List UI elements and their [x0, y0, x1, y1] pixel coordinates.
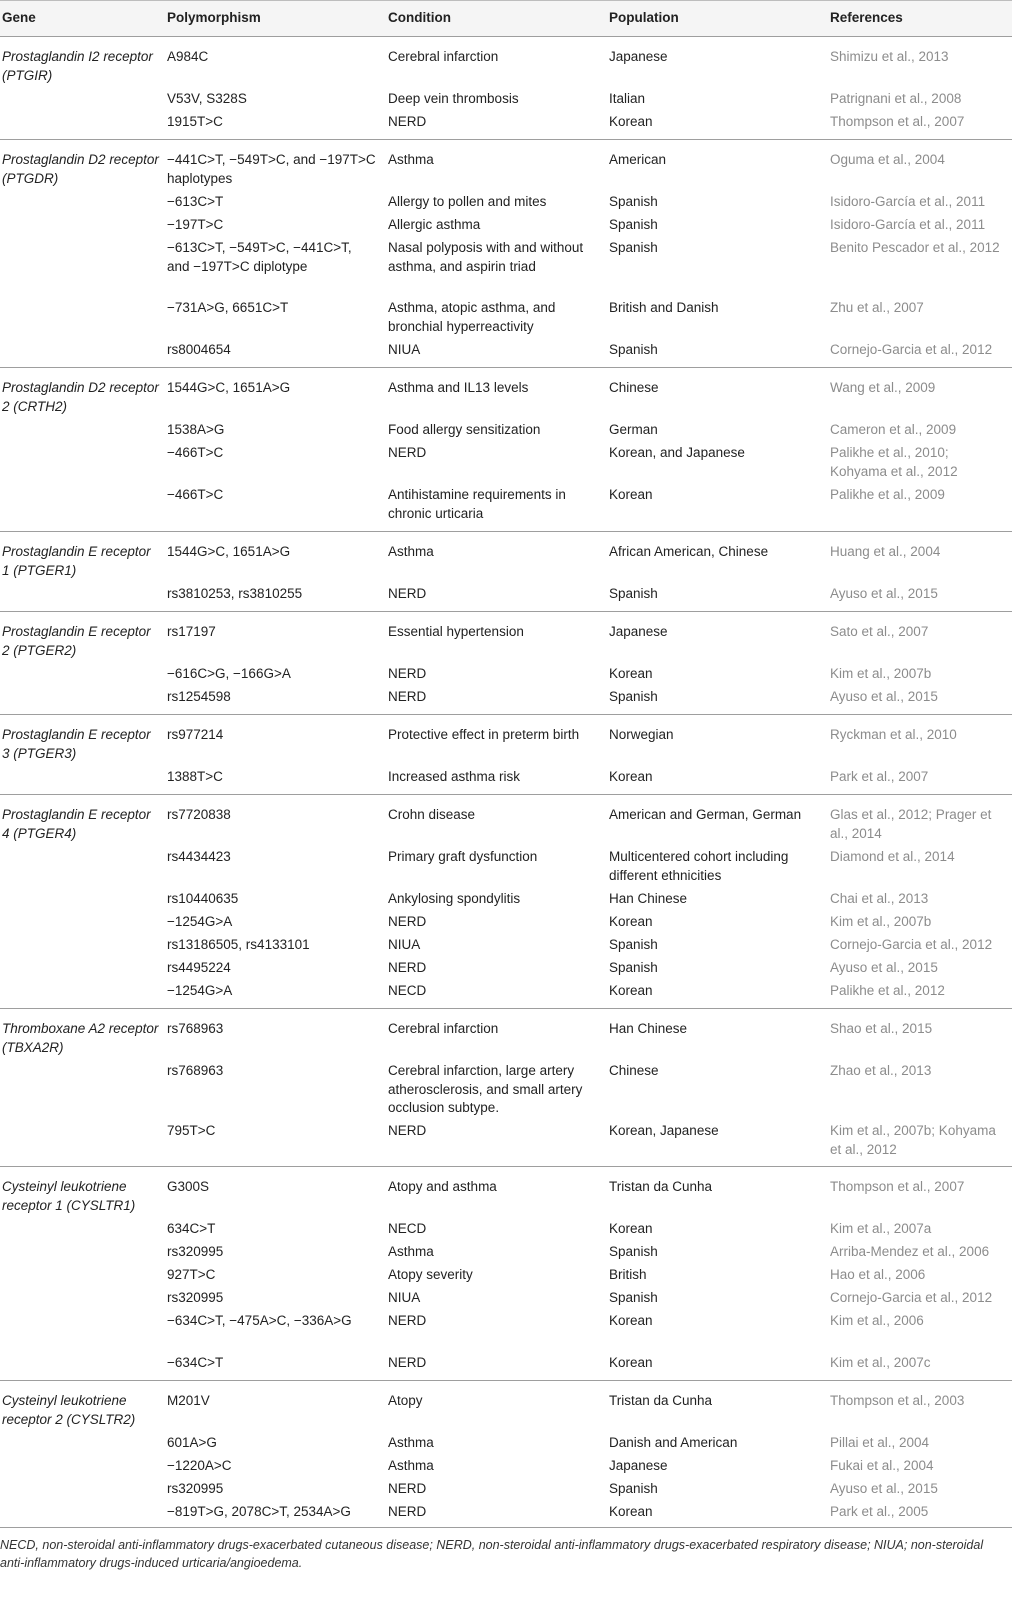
table-footnote: NECD, non-steroidal anti-inflammatory drugs-exacerbated cutaneous disease; NERD, non-steroidal anti-inflammatory drugs-exacerbated respiratory disease; NIUA; non-steroidal anti-inflammatory drugs-induced urticaria/angioedema. [0, 1538, 984, 1570]
polymorphism-cell: rs4495224 [167, 960, 231, 975]
population-cell: Korean [609, 769, 653, 784]
polymorphism-cell: −466T>C [167, 487, 224, 502]
table-bottom-rule [0, 1527, 1012, 1528]
group-divider [0, 531, 1012, 532]
population-cell: German [609, 422, 658, 437]
references-cell: Kim et al., 2007b; Kohyama et al., 2012 [830, 1123, 996, 1157]
population-cell: Chinese [609, 1063, 659, 1078]
condition-cell: Cerebral infarction [388, 49, 499, 64]
header-references: References [830, 10, 903, 25]
group-divider [0, 367, 1012, 368]
polymorphism-cell: rs8004654 [167, 342, 231, 357]
polymorphism-cell: −1254G>A [167, 914, 233, 929]
references-cell: Palikhe et al., 2012 [830, 983, 945, 998]
references-cell: Cornejo-Garcia et al., 2012 [830, 937, 993, 952]
polymorphism-cell: −819T>G, 2078C>T, 2534A>G [167, 1504, 351, 1519]
gene-name: Prostaglandin D2 receptor (PTGDR) [2, 152, 159, 186]
polymorphism-cell: −634C>T [167, 1355, 224, 1370]
condition-cell: Allergy to pollen and mites [388, 194, 547, 209]
polymorphism-cell: 1544G>C, 1651A>G [167, 380, 291, 395]
polymorphism-cell: −197T>C [167, 217, 224, 232]
population-cell: Chinese [609, 380, 659, 395]
references-cell: Kim et al., 2007b [830, 914, 932, 929]
polymorphism-cell: rs10440635 [167, 891, 239, 906]
header-population: Population [609, 10, 679, 25]
references-cell: Fukai et al., 2004 [830, 1458, 934, 1473]
condition-cell: NERD [388, 114, 427, 129]
polymorphism-cell: −466T>C [167, 445, 224, 460]
condition-cell: Primary graft dysfunction [388, 849, 538, 864]
polymorphism-cell: rs768963 [167, 1063, 224, 1078]
population-cell: Japanese [609, 1458, 668, 1473]
condition-cell: NECD [388, 1221, 427, 1236]
polymorphism-cell: 1538A>G [167, 422, 225, 437]
group-divider [0, 1166, 1012, 1167]
polymorphism-cell: V53V, S328S [167, 91, 247, 106]
condition-cell: Protective effect in preterm birth [388, 727, 580, 742]
header-condition: Condition [388, 10, 451, 25]
references-cell: Huang et al., 2004 [830, 544, 941, 559]
population-cell: Korean [609, 487, 653, 502]
references-cell: Zhu et al., 2007 [830, 300, 924, 315]
population-cell: Multicentered cohort including different ethnicities [609, 849, 789, 883]
condition-cell: NERD [388, 1123, 427, 1138]
references-cell: Zhao et al., 2013 [830, 1063, 932, 1078]
polymorphism-cell: 795T>C [167, 1123, 216, 1138]
references-cell: Wang et al., 2009 [830, 380, 936, 395]
condition-cell: Antihistamine requirements in chronic urticaria [388, 487, 566, 521]
polymorphism-cell: −634C>T, −475A>C, −336A>G [167, 1313, 352, 1328]
condition-cell: NIUA [388, 937, 421, 952]
condition-cell: Asthma [388, 544, 434, 559]
population-cell: Korean [609, 1504, 653, 1519]
condition-cell: Crohn disease [388, 807, 476, 822]
references-cell: Glas et al., 2012; Prager et al., 2014 [830, 807, 992, 841]
references-cell: Ryckman et al., 2010 [830, 727, 957, 742]
population-cell: Norwegian [609, 727, 674, 742]
polymorphism-cell: A984C [167, 49, 209, 64]
population-cell: Spanish [609, 194, 658, 209]
population-cell: Korean [609, 1221, 653, 1236]
references-cell: Isidoro-García et al., 2011 [830, 217, 986, 232]
condition-cell: Asthma [388, 1458, 434, 1473]
polymorphism-cell: rs17197 [167, 624, 216, 639]
condition-cell: Asthma [388, 1244, 434, 1259]
population-cell: Japanese [609, 624, 668, 639]
condition-cell: Asthma [388, 1435, 434, 1450]
gene-name: Prostaglandin E receptor 1 (PTGER1) [2, 544, 151, 578]
condition-cell: Ankylosing spondylitis [388, 891, 521, 906]
gene-name: Cysteinyl leukotriene receptor 1 (CYSLTR1) [2, 1179, 136, 1213]
condition-cell: NERD [388, 666, 427, 681]
group-divider [0, 139, 1012, 140]
condition-cell: Deep vein thrombosis [388, 91, 519, 106]
population-cell: Spanish [609, 960, 658, 975]
condition-cell: NIUA [388, 342, 421, 357]
population-cell: Korean [609, 983, 653, 998]
condition-cell: NIUA [388, 1290, 421, 1305]
gene-name: Prostaglandin E receptor 3 (PTGER3) [2, 727, 151, 761]
references-cell: Benito Pescador et al., 2012 [830, 240, 1000, 255]
references-cell: Chai et al., 2013 [830, 891, 929, 906]
population-cell: Han Chinese [609, 891, 688, 906]
polymorphism-cell: 634C>T [167, 1221, 216, 1236]
condition-cell: Nasal polyposis with and without asthma, and aspirin triad [388, 240, 584, 274]
population-cell: Tristan da Cunha [609, 1393, 713, 1408]
polymorphism-cell: rs1254598 [167, 689, 231, 704]
population-cell: Spanish [609, 1244, 658, 1259]
population-cell: Spanish [609, 217, 658, 232]
population-cell: Korean [609, 1355, 653, 1370]
polymorphism-cell: rs7720838 [167, 807, 231, 822]
polymorphism-cell: −613C>T, −549T>C, −441C>T, and −197T>C diplotype [167, 240, 352, 274]
condition-cell: Cerebral infarction [388, 1021, 499, 1036]
references-cell: Kim et al., 2007c [830, 1355, 931, 1370]
header-gene: Gene [2, 10, 36, 25]
references-cell: Thompson et al., 2007 [830, 114, 965, 129]
references-cell: Arriba-Mendez et al., 2006 [830, 1244, 990, 1259]
references-cell: Kim et al., 2006 [830, 1313, 924, 1328]
population-cell: British and Danish [609, 300, 719, 315]
condition-cell: Atopy [388, 1393, 423, 1408]
references-cell: Sato et al., 2007 [830, 624, 929, 639]
population-cell: Korean [609, 666, 653, 681]
condition-cell: NERD [388, 445, 427, 460]
group-divider [0, 611, 1012, 612]
condition-cell: NERD [388, 1481, 427, 1496]
population-cell: Spanish [609, 689, 658, 704]
references-cell: Ayuso et al., 2015 [830, 960, 938, 975]
references-cell: Patrignani et al., 2008 [830, 91, 962, 106]
gene-name: Prostaglandin D2 receptor 2 (CRTH2) [2, 380, 159, 414]
population-cell: Spanish [609, 1481, 658, 1496]
gene-name: Cysteinyl leukotriene receptor 2 (CYSLTR2) [2, 1393, 136, 1427]
polymorphism-cell: rs768963 [167, 1021, 224, 1036]
references-cell: Pillai et al., 2004 [830, 1435, 930, 1450]
population-cell: Korean, Japanese [609, 1123, 719, 1138]
condition-cell: Asthma [388, 152, 434, 167]
polymorphism-cell: rs13186505, rs4133101 [167, 937, 310, 952]
condition-cell: Increased asthma risk [388, 769, 521, 784]
polymorphism-cell: 1388T>C [167, 769, 223, 784]
population-cell: Spanish [609, 1290, 658, 1305]
population-cell: Spanish [609, 240, 658, 255]
population-cell: Spanish [609, 586, 658, 601]
references-cell: Palikhe et al., 2009 [830, 487, 945, 502]
references-cell: Cornejo-Garcia et al., 2012 [830, 342, 993, 357]
population-cell: Han Chinese [609, 1021, 688, 1036]
condition-cell: NERD [388, 1504, 427, 1519]
condition-cell: Cerebral infarction, large artery atherosclerosis, and small artery occlusion subtype. [388, 1063, 583, 1115]
condition-cell: NERD [388, 689, 427, 704]
population-cell: Korean [609, 114, 653, 129]
table-header [0, 0, 1012, 37]
references-cell: Isidoro-García et al., 2011 [830, 194, 986, 209]
polymorphism-cell: −613C>T [167, 194, 224, 209]
references-cell: Cameron et al., 2009 [830, 422, 957, 437]
group-divider [0, 1008, 1012, 1009]
polymorphism-cell: −1220A>C [167, 1458, 232, 1473]
group-divider [0, 1380, 1012, 1381]
polymorphism-cell: −1254G>A [167, 983, 233, 998]
references-cell: Thompson et al., 2003 [830, 1393, 965, 1408]
references-cell: Shao et al., 2015 [830, 1021, 933, 1036]
condition-cell: Allergic asthma [388, 217, 481, 232]
header-polymorphism: Polymorphism [167, 10, 261, 25]
condition-cell: NECD [388, 983, 427, 998]
polymorphism-cell: rs320995 [167, 1244, 224, 1259]
references-cell: Ayuso et al., 2015 [830, 1481, 938, 1496]
references-cell: Shimizu et al., 2013 [830, 49, 949, 64]
references-cell: Diamond et al., 2014 [830, 849, 955, 864]
references-cell: Hao et al., 2006 [830, 1267, 926, 1282]
polymorphism-cell: −731A>G, 6651C>T [167, 300, 289, 315]
condition-cell: Asthma, atopic asthma, and bronchial hyperreactivity [388, 300, 556, 334]
population-cell: African American, Chinese [609, 544, 769, 559]
references-cell: Park et al., 2007 [830, 769, 929, 784]
condition-cell: Food allergy sensitization [388, 422, 541, 437]
references-cell: Thompson et al., 2007 [830, 1179, 965, 1194]
population-cell: Korean [609, 914, 653, 929]
gene-name: Thromboxane A2 receptor (TBXA2R) [2, 1021, 159, 1055]
references-cell: Palikhe et al., 2010; Kohyama et al., 2012 [830, 445, 958, 479]
references-cell: Oguma et al., 2004 [830, 152, 945, 167]
condition-cell: NERD [388, 960, 427, 975]
condition-cell: Asthma and IL13 levels [388, 380, 529, 395]
population-cell: Spanish [609, 342, 658, 357]
references-cell: Cornejo-Garcia et al., 2012 [830, 1290, 993, 1305]
group-divider [0, 714, 1012, 715]
polymorphism-cell: 601A>G [167, 1435, 217, 1450]
references-cell: Kim et al., 2007b [830, 666, 932, 681]
condition-cell: Essential hypertension [388, 624, 524, 639]
population-cell: Spanish [609, 937, 658, 952]
population-cell: American and German, German [609, 807, 802, 822]
population-cell: Korean, and Japanese [609, 445, 745, 460]
references-cell: Park et al., 2005 [830, 1504, 929, 1519]
polymorphism-cell: M201V [167, 1393, 210, 1408]
population-cell: American [609, 152, 667, 167]
gene-name: Prostaglandin I2 receptor (PTGIR) [2, 49, 153, 83]
polymorphism-cell: rs4434423 [167, 849, 231, 864]
condition-cell: Atopy severity [388, 1267, 473, 1282]
population-cell: Tristan da Cunha [609, 1179, 713, 1194]
polymorphism-cell: rs977214 [167, 727, 224, 742]
polymorphism-cell: rs320995 [167, 1290, 224, 1305]
polymorphism-cell: 1915T>C [167, 114, 223, 129]
gene-name: Prostaglandin E receptor 2 (PTGER2) [2, 624, 151, 658]
references-cell: Ayuso et al., 2015 [830, 586, 938, 601]
population-cell: Japanese [609, 49, 668, 64]
polymorphism-cell: −616C>G, −166G>A [167, 666, 291, 681]
polymorphism-cell: 927T>C [167, 1267, 216, 1282]
population-cell: Danish and American [609, 1435, 738, 1450]
population-cell: Korean [609, 1313, 653, 1328]
group-divider [0, 794, 1012, 795]
condition-cell: NERD [388, 586, 427, 601]
population-cell: British [609, 1267, 647, 1282]
condition-cell: NERD [388, 914, 427, 929]
polymorphism-cell: rs3810253, rs3810255 [167, 586, 303, 601]
references-cell: Ayuso et al., 2015 [830, 689, 938, 704]
polymorphism-cell: rs320995 [167, 1481, 224, 1496]
references-cell: Kim et al., 2007a [830, 1221, 932, 1236]
gene-name: Prostaglandin E receptor 4 (PTGER4) [2, 807, 151, 841]
polymorphism-cell: G300S [167, 1179, 210, 1194]
condition-cell: NERD [388, 1313, 427, 1328]
condition-cell: Atopy and asthma [388, 1179, 497, 1194]
polymorphism-cell: 1544G>C, 1651A>G [167, 544, 291, 559]
condition-cell: NERD [388, 1355, 427, 1370]
population-cell: Italian [609, 91, 646, 106]
polymorphism-cell: −441C>T, −549T>C, and −197T>C haplotypes [167, 152, 376, 186]
